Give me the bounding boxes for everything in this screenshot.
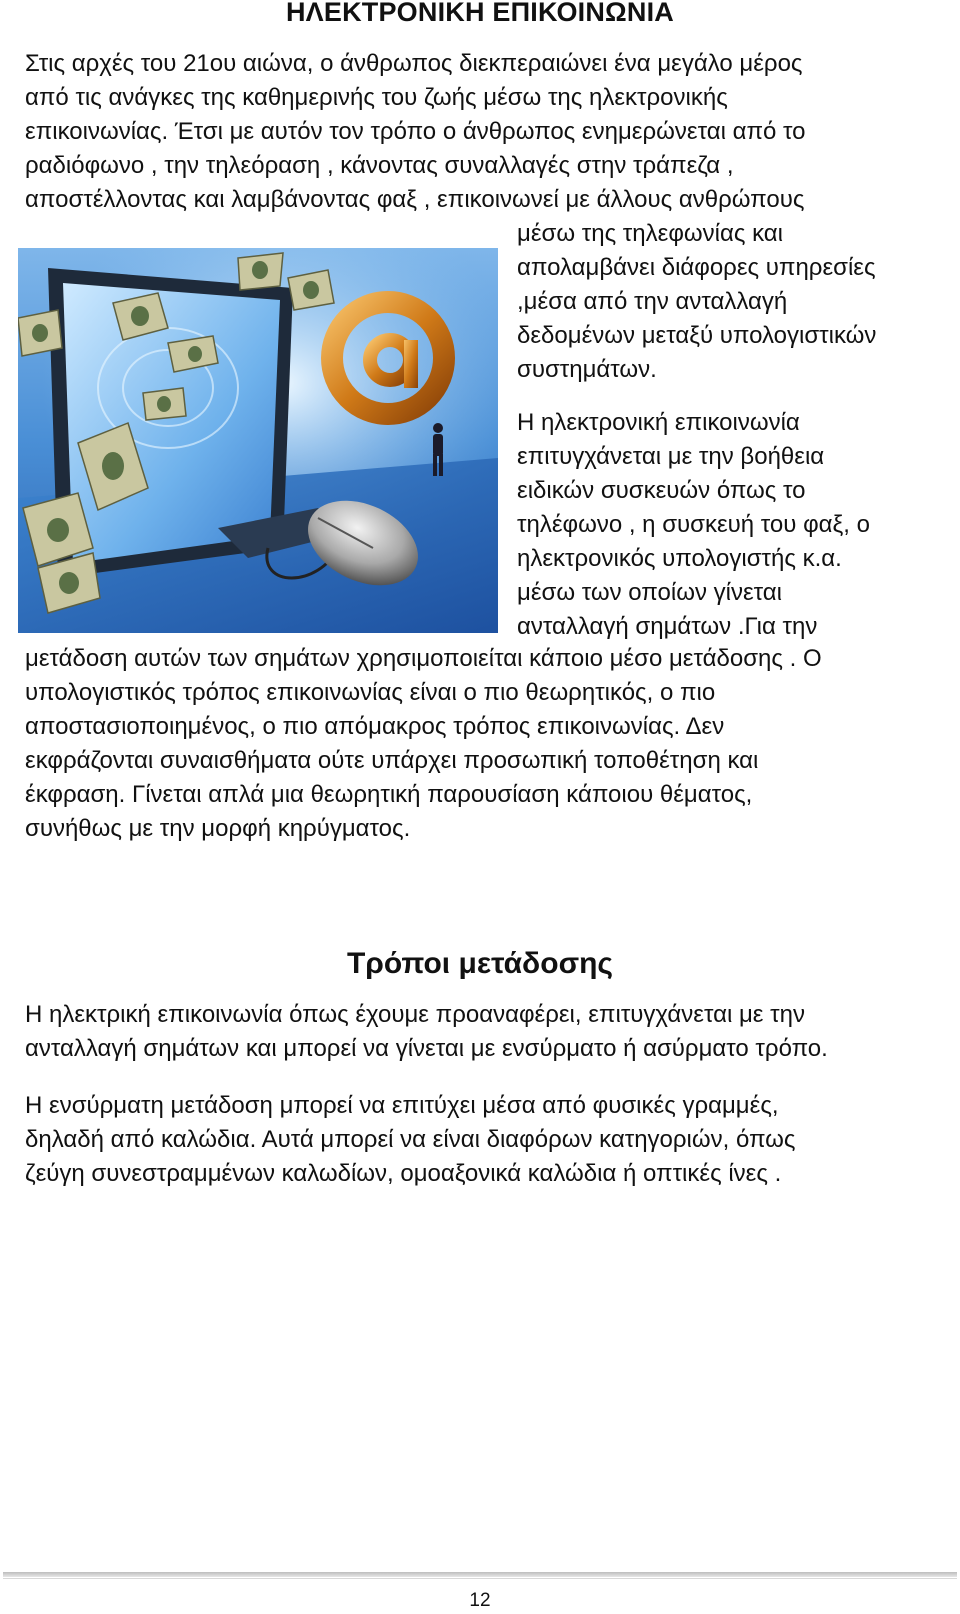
- body-line: ανταλλαγή σημάτων και μπορεί να γίνεται με ενσύρματο ή ασύρματο τρόπο.: [25, 1035, 828, 1062]
- body-line: εκφράζονται συναισθήματα ούτε υπάρχει προσωπική τοποθέτηση και: [25, 747, 759, 774]
- page-number: 12: [469, 1590, 491, 1611]
- wrap-line: ανταλλαγή σημάτων .Για την: [517, 613, 818, 640]
- footer-divider-line: [3, 1578, 957, 1579]
- body-line: Η ηλεκτρική επικοινωνία όπως έχουμε προαναφέρει, επιτυγχάνεται με την: [25, 1001, 805, 1028]
- body-line: δηλαδή από καλώδια. Αυτά μπορεί να είναι διαφόρων κατηγοριών, όπως: [25, 1126, 796, 1153]
- intro-line: επικοινωνίας. Έτσι με αυτόν τον τρόπο ο άνθρωπος ενημερώνεται από το: [25, 118, 806, 145]
- wrap-line: συστημάτων.: [517, 356, 657, 383]
- intro-line: από τις ανάγκες της καθημερινής του ζωής μέσω της ηλεκτρονικής: [25, 84, 728, 111]
- body-line: αποστασιοποιημένος, ο πιο απόμακρος τρόπος επικοινωνίας. Δεν: [25, 713, 725, 740]
- body-line: υπολογιστικός τρόπος επικοινωνίας είναι ο πιο θεωρητικός, ο πιο: [25, 679, 716, 706]
- wrap-line: Η ηλεκτρονική επικοινωνία: [517, 409, 800, 436]
- body-line: συνήθως με την μορφή κηρύγματος.: [25, 815, 411, 842]
- body-line: Η ενσύρματη μετάδοση μπορεί να επιτύχει μέσα από φυσικές γραμμές,: [25, 1092, 779, 1119]
- body-line: μετάδοση αυτών των σημάτων χρησιμοποιείται κάποιο μέσο μετάδοσης . Ο: [25, 645, 822, 672]
- computer-money-email-illustration: [18, 248, 498, 633]
- body-line: έκφραση. Γίνεται απλά μια θεωρητική παρουσίαση κάποιου θέματος,: [25, 781, 753, 808]
- wrap-line: μέσω των οποίων γίνεται: [517, 579, 782, 606]
- body-line: ζεύγη συνεστραμμένων καλωδίων, ομοαξονικά καλώδια ή οπτικές ίνες .: [25, 1160, 782, 1187]
- intro-line: αποστέλλοντας και λαμβάνοντας φαξ , επικοινωνεί με άλλους ανθρώπους: [25, 186, 805, 213]
- wrap-line: ,μέσα από την ανταλλαγή: [517, 288, 788, 315]
- wrap-line: μέσω της τηλεφωνίας και: [517, 220, 783, 247]
- wrap-line: ειδικών συσκευών όπως το: [517, 477, 806, 504]
- wrap-line: ηλεκτρονικός υπολογιστής κ.α.: [517, 545, 842, 572]
- wrap-line: επιτυγχάνεται με την βοήθεια: [517, 443, 825, 470]
- footer-divider: [3, 1572, 957, 1577]
- wrap-line: τηλέφωνο , η συσκευή του φαξ, ο: [517, 511, 870, 538]
- section-title: Τρόποι μετάδοσης: [346, 947, 614, 980]
- page-title: ΗΛΕΚΤΡΟΝΙΚΗ ΕΠΙΚΟΙΝΩΝΙΑ: [285, 0, 675, 27]
- wrap-line: δεδομένων μεταξύ υπολογιστικών: [517, 322, 877, 349]
- wrap-line: απολαμβάνει διάφορες υπηρεσίες: [517, 254, 876, 281]
- intro-line: Στις αρχές του 21ου αιώνα, ο άνθρωπος διεκπεραιώνει ένα μεγάλο μέρος: [25, 50, 803, 77]
- intro-line: ραδιόφωνο , την τηλεόραση , κάνοντας συναλλαγές στην τράπεζα ,: [25, 152, 734, 179]
